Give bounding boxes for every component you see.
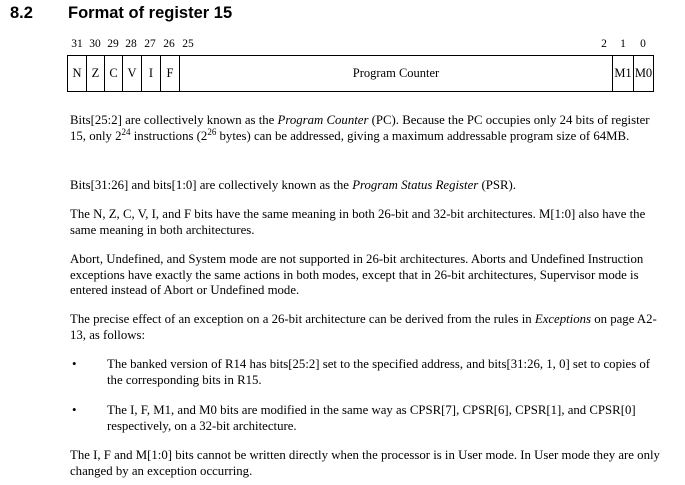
text-run: Bits[31:26] and bits[1:0] are collectively known as the [70,178,353,192]
bit-number: 26 [163,38,175,50]
field-program-counter: Program Counter [180,56,613,91]
text-run: on page A2-13, as follows: [70,312,657,342]
register-15-diagram [67,55,654,92]
field-i: I [142,56,161,91]
field-c: C [105,56,123,91]
text-run: (PSR). [478,178,516,192]
section-title: Format of register 15 [68,4,233,22]
paragraph-modes: Abort, Undefined, and System mode are not supported in 26-bit architectures. Aborts and Undefined Instruction exceptions have exactly the same actions in both modes, except that in 26-bit architectures, Supervisor mode is entered instead of Abort or Undefined mode. [70,252,644,297]
section-number: 8.2 [10,4,33,22]
field-v: V [123,56,142,91]
bit-number: 27 [144,38,156,50]
paragraph-program-counter [70,113,665,144]
bit-number: 28 [125,38,137,50]
bit-number: 2 [601,38,607,50]
bullet: • [72,403,77,417]
text-run: bytes) can be addressed, giving a maximum addressable program size of 64MB. [216,128,630,143]
paragraph-exceptions [70,312,665,343]
field-m1: M1 [613,56,634,91]
text-run: instructions (2 [130,128,208,143]
paragraph-psr [70,178,665,194]
field-f: F [161,56,180,91]
superscript: 24 [121,126,131,137]
bit-number: 29 [107,38,119,50]
field-m0: M0 [634,66,653,80]
bit-number: 31 [71,38,83,50]
list-item-text: The I, F, M1, and M0 bits are modified in the same way as CPSR[7], CPSR[6], CPSR[1], and CPSR[0] respectively, on a 32-bit architecture. [107,403,636,433]
paragraph-flag-bits: The N, Z, C, V, I, and F bits have the same meaning in both 26-bit and 32-bit architectures. M[1:0] also have the same meaning in both architectures. [70,207,646,237]
section-heading [10,4,670,28]
field-n: N [68,56,87,91]
superscript: 26 [207,126,217,137]
bit-number: 25 [182,38,194,50]
bullet: • [72,357,77,371]
bit-number: 30 [89,38,101,50]
text-run: (PC). Because the PC occupies only 24 bits of register 15, only 2 [70,113,650,143]
bit-number: 0 [640,38,646,50]
field-z: Z [87,56,105,91]
term-program-counter: Program Counter [277,113,369,127]
term-program-status-register: Program Status Register [352,178,479,192]
text-run: The precise effect of an exception on a 26-bit architecture can be derived from the rules in [70,312,535,326]
paragraph-user-mode: The I, F and M[1:0] bits cannot be written directly when the processor is in User mode. In User mode they are only changed by an exception occurring. [70,448,660,478]
text-run: Bits[25:2] are collectively known as the [70,113,278,127]
list-item-text: The banked version of R14 has bits[25:2] set to the specified address, and bits[31:26, 1, 0] set to copies of the corresponding bits in R15. [107,357,651,387]
bit-number-row [0,38,685,52]
bit-number: 1 [620,38,626,50]
term-exceptions: Exceptions [534,312,592,326]
